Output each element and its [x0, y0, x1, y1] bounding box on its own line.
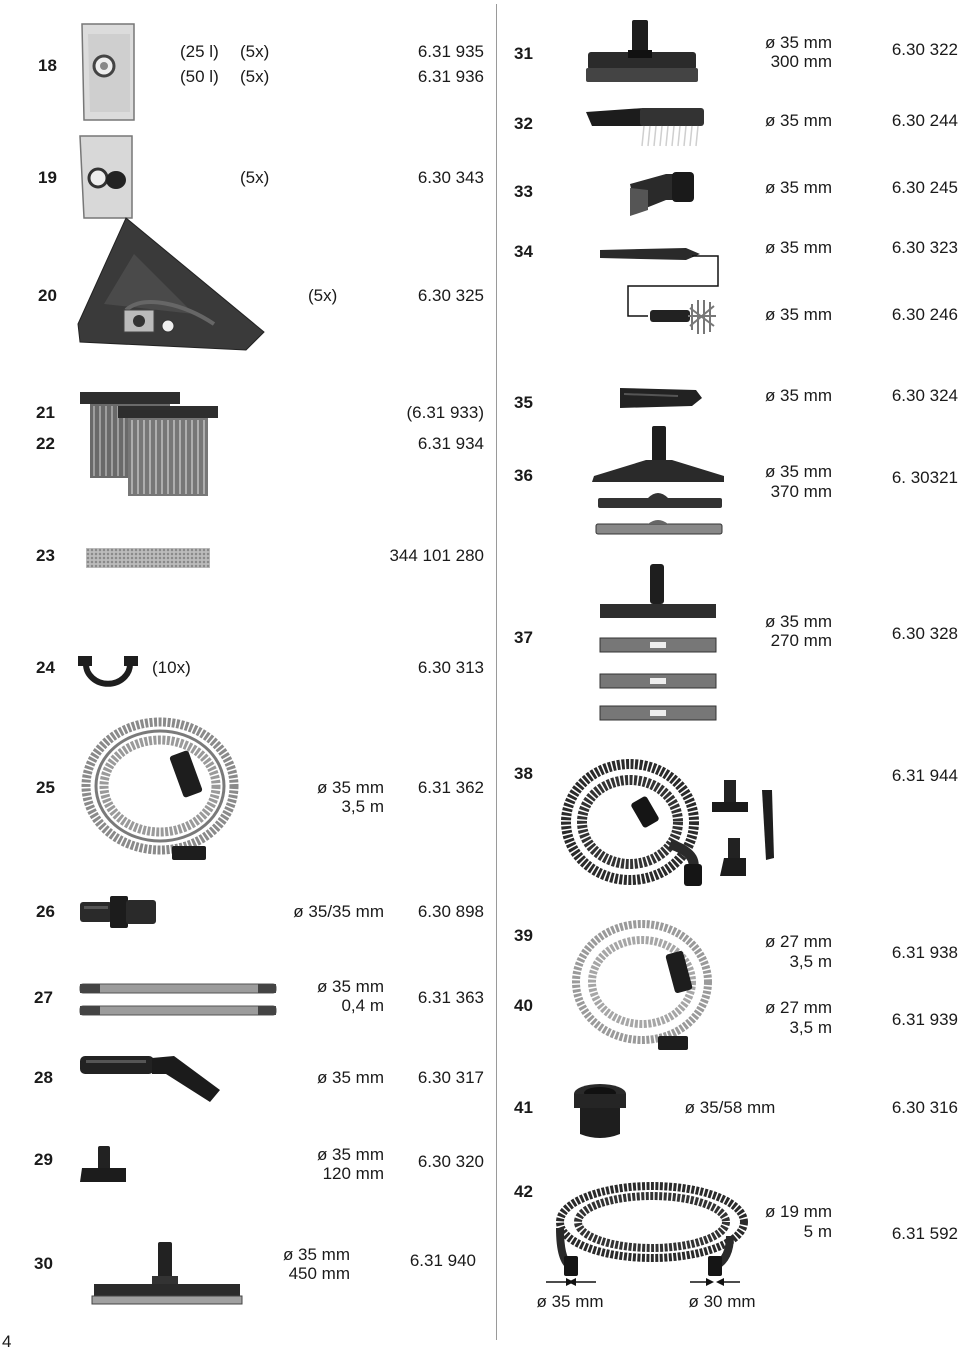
hose-39-length: 3,5 m: [789, 952, 832, 971]
item-number-33: 33: [514, 182, 533, 201]
part-code-39: 6.31 938: [891, 943, 958, 962]
nozzle-diameter: ø 35 mm: [316, 1145, 384, 1164]
item-number-20: 20: [38, 286, 57, 305]
part-code-40: 6.31 939: [891, 1010, 958, 1029]
column-divider: [496, 4, 497, 1340]
part-code-32: 6.30 244: [891, 111, 958, 130]
radiator-brush-diameter: ø 35 mm: [764, 305, 832, 324]
page-number: 4: [2, 1332, 12, 1351]
bag-qty: (5x): [308, 286, 338, 305]
item-number-31: 31: [514, 44, 533, 63]
item-number-29: 29: [34, 1150, 53, 1169]
item-number-30: 30: [34, 1254, 53, 1273]
flat-pleated-filter-illustration: [76, 386, 226, 500]
item-number-24: 24: [36, 658, 55, 677]
bag-size-25l: (25 l): [180, 42, 219, 61]
part-code-26: 6.30 898: [417, 902, 484, 921]
part-code-25: 6.31 362: [417, 778, 484, 797]
part-code-19: 6.30 343: [417, 168, 484, 187]
upholstery-nozzle-illustration: [78, 1144, 130, 1186]
bag-qty-a: (5x): [240, 42, 270, 61]
crevice-35-diameter: ø 35 mm: [764, 386, 832, 405]
part-code-21: (6.31 933): [406, 403, 484, 422]
part-code-36: 6. 30321: [891, 468, 958, 487]
part-code-38: 6.31 944: [891, 766, 958, 785]
bag-size-50l: (50 l): [180, 67, 219, 86]
part-code-42: 6.31 592: [891, 1224, 958, 1243]
part-code-41: 6.30 316: [891, 1098, 958, 1117]
hose-clip-illustration: [76, 646, 140, 690]
item-number-36: 36: [514, 466, 533, 485]
crevice-diameter: ø 35 mm: [764, 238, 832, 257]
fleece-bag-illustration: [74, 214, 270, 352]
part-code-20: 6.30 325: [417, 286, 484, 305]
item-number-37: 37: [514, 628, 533, 647]
tube-diameter: ø 35 mm: [316, 977, 384, 996]
tube-length: 0,4 m: [341, 996, 384, 1015]
nozzle-37-diameter: ø 35 mm: [764, 612, 832, 631]
part-code-34b: 6.30 246: [891, 305, 958, 324]
hose-40-length: 3,5 m: [789, 1018, 832, 1037]
item-number-21: 21: [36, 403, 55, 422]
item-number-28: 28: [34, 1068, 53, 1087]
clip-qty: (10x): [152, 658, 191, 677]
hose-end-diameter-a: ø 35 mm: [536, 1292, 604, 1311]
part-code-18b: 6.31 936: [417, 67, 484, 86]
nozzle-width: 300 mm: [770, 52, 832, 71]
item-number-27: 27: [34, 988, 53, 1007]
connector-diameter: ø 35/35 mm: [293, 902, 384, 921]
hose-42-length: 5 m: [803, 1222, 832, 1241]
brush-nozzle-illustration: [584, 100, 708, 150]
floor-nozzle-illustration: [90, 1240, 244, 1308]
item-number-25: 25: [36, 778, 55, 797]
wet-nozzle-diameter: ø 35 mm: [764, 462, 832, 481]
hose-42-diameter: ø 19 mm: [764, 1202, 832, 1221]
hose-connector-illustration: [78, 892, 160, 932]
part-code-31: 6.30 322: [891, 40, 958, 59]
filter-bag-illustration: [76, 132, 140, 224]
item-number-34: 34: [514, 242, 533, 261]
part-code-37: 6.30 328: [891, 624, 958, 643]
multi-purpose-nozzle-illustration: [582, 18, 702, 88]
part-code-34a: 6.30 323: [891, 238, 958, 257]
item-number-32: 32: [514, 114, 533, 133]
crevice-nozzle-illustration: [618, 384, 704, 412]
adapter-illustration: [570, 1078, 630, 1142]
hose-40-diameter: ø 27 mm: [764, 998, 832, 1017]
part-code-33: 6.30 245: [891, 178, 958, 197]
filter-pad-illustration: [86, 548, 210, 568]
item-number-19: 19: [38, 168, 57, 187]
item-number-26: 26: [36, 902, 55, 921]
nozzle-diameter: ø 35 mm: [764, 33, 832, 52]
floor-nozzle-width: 450 mm: [288, 1264, 350, 1283]
extension-tube-illustration: [78, 978, 278, 1022]
part-code-29: 6.30 320: [417, 1152, 484, 1171]
part-code-23: 344 101 280: [389, 546, 484, 565]
hose-diameter: ø 35 mm: [316, 778, 384, 797]
brush-diameter: ø 35 mm: [764, 111, 832, 130]
round-brush-nozzle-illustration: [626, 166, 698, 218]
part-code-24: 6.30 313: [417, 658, 484, 677]
item-number-42: 42: [514, 1182, 533, 1201]
item-number-41: 41: [514, 1098, 533, 1117]
bag-qty: (5x): [240, 168, 270, 187]
item-number-38: 38: [514, 764, 533, 783]
hose-length: 3,5 m: [341, 797, 384, 816]
item-number-23: 23: [36, 546, 55, 565]
suction-hose-illustration: [76, 712, 246, 864]
suction-hose-illustration: [570, 914, 720, 1056]
part-code-22: 6.31 934: [417, 434, 484, 453]
handle-diameter: ø 35 mm: [316, 1068, 384, 1087]
hose-39-diameter: ø 27 mm: [764, 932, 832, 951]
part-code-18a: 6.31 935: [417, 42, 484, 61]
handle-bend-illustration: [78, 1050, 226, 1106]
round-brush-diameter: ø 35 mm: [764, 178, 832, 197]
item-number-18: 18: [38, 56, 57, 75]
nozzle-37-width: 270 mm: [770, 631, 832, 650]
nozzle-width: 120 mm: [322, 1164, 384, 1183]
part-code-35: 6.30 324: [891, 386, 958, 405]
hose-set-illustration: [560, 754, 790, 888]
part-code-28: 6.30 317: [417, 1068, 484, 1087]
floor-nozzle-diameter: ø 35 mm: [282, 1245, 350, 1264]
part-code-27: 6.31 363: [417, 988, 484, 1007]
item-number-39: 39: [514, 926, 533, 945]
bag-qty-b: (5x): [240, 67, 270, 86]
adapter-diameter: ø 35/58 mm: [684, 1098, 776, 1117]
item-number-35: 35: [514, 393, 533, 412]
filter-bag-illustration: [76, 20, 140, 124]
item-number-40: 40: [514, 996, 533, 1015]
item-number-22: 22: [36, 434, 55, 453]
part-code-30: 6.31 940: [409, 1251, 476, 1270]
wet-nozzle-width: 370 mm: [770, 482, 832, 501]
hose-end-diameter-b: ø 30 mm: [688, 1292, 756, 1311]
